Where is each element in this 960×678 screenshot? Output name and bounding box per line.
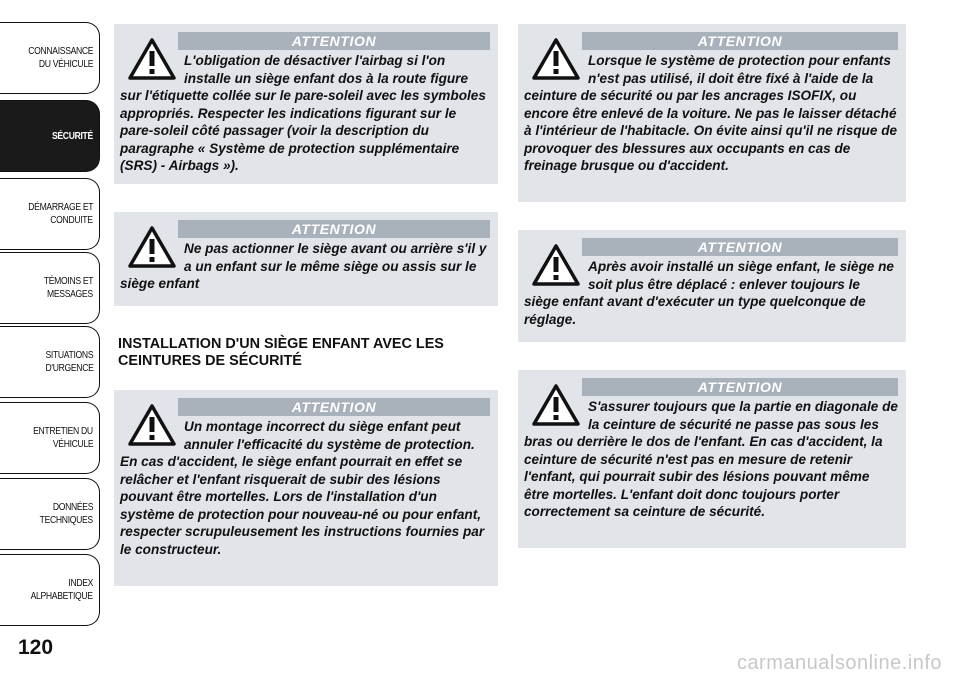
tab-index-alphabetique[interactable]: INDEX ALPHABETIQUE [0,554,100,626]
warning-header: ATTENTION [178,220,490,238]
tab-securite[interactable]: SÉCURITÉ [0,100,100,172]
warning-triangle-icon [128,226,176,268]
warning-triangle-icon [532,384,580,426]
warning-text: Lorsque le système de protection pour enfants n'est pas utilisé, il doit être fixé à l'aide de la ceinture de sécurité ou par les ancrages ISOFIX, ou encore être enlevé de la voiture. Ne pas le laisser détaché à l'intérieur de l'habitacle. On évite ainsi qu'il ne risque de provoquer des blessures aux occupants en cas de freinage brusque ou d'accident. [524,53,898,173]
warning-header: ATTENTION [178,32,490,50]
warning-box [114,24,498,184]
tab-situations-d-urgence[interactable]: SITUATIONS D'URGENCE [0,326,100,398]
tab-temoins-et-messages[interactable]: TÉMOINS ET MESSAGES [0,252,100,324]
warning-triangle-icon [128,38,176,80]
tab-entretien-du-vehicule[interactable]: ENTRETIEN DU VÉHICULE [0,402,100,474]
warning-header: ATTENTION [582,378,898,396]
warning-text: Un montage incorrect du siège enfant peut annuler l'efficacité du système de protection. En cas d'accident, le siège enfant pourrait en effet se relâcher et l'enfant risquerait de subir des lésions pouvant être mortelles. Lors de l'installation d'un système de protection pour nouveau-né ou pour enfant, respecter scrupuleusement les instructions fournies par le constructeur. [120,419,485,557]
warning-text: S'assurer toujours que la partie en diagonale de la ceinture de sécurité ne passe pas sous les bras ou derrière le dos de l'enfant. En cas d'accident, la ceinture de sécurité n'est pas en mesure de retenir l'enfant, qui pourrait subir des lésions pouvant même être mortelles. L'enfant doit donc toujours porter correctement sa ceinture de sécurité. [524,399,898,519]
warning-box [518,24,906,202]
section-title: INSTALLATION D'UN SIÈGE ENFANT AVEC LES CEINTURES DE SÉCURITÉ [118,336,444,369]
tab-donnees-techniques[interactable]: DONNÉES TECHNIQUES [0,478,100,550]
warning-triangle-icon [128,404,176,446]
warning-header: ATTENTION [178,398,490,416]
warning-text: Ne pas actionner le siège avant ou arrière s'il y a un enfant sur le même siège ou assis sur le siège enfant [120,241,487,291]
warning-text: Après avoir installé un siège enfant, le siège ne soit plus être déplacé : enlever toujours le siège enfant avant d'exécuter un type quelconque de réglage. [524,259,894,327]
warning-box [518,230,906,342]
tab-connaissance-du-vehicule[interactable]: CONNAISSANCE DU VÉHICULE [0,22,100,94]
warning-text: L'obligation de désactiver l'airbag si l'on installe un siège enfant dos à la route figure sur l'étiquette collée sur le pare-soleil avec les symboles appropriés. Respecter les indications figurant sur le pare-soleil côté passager (voir la description du paragraphe « Système de protection supplémentaire (SRS) - Airbags »). [120,53,486,173]
page-number: 120 [18,636,54,659]
warning-triangle-icon [532,244,580,286]
warning-box [114,212,498,306]
warning-box [114,390,498,586]
watermark: carmanualsonline.info [736,652,942,674]
warning-header: ATTENTION [582,238,898,256]
warning-triangle-icon [532,38,580,80]
tab-demarrage-et-conduite[interactable]: DÉMARRAGE ET CONDUITE [0,178,100,250]
warning-header: ATTENTION [582,32,898,50]
warning-box [518,370,906,548]
